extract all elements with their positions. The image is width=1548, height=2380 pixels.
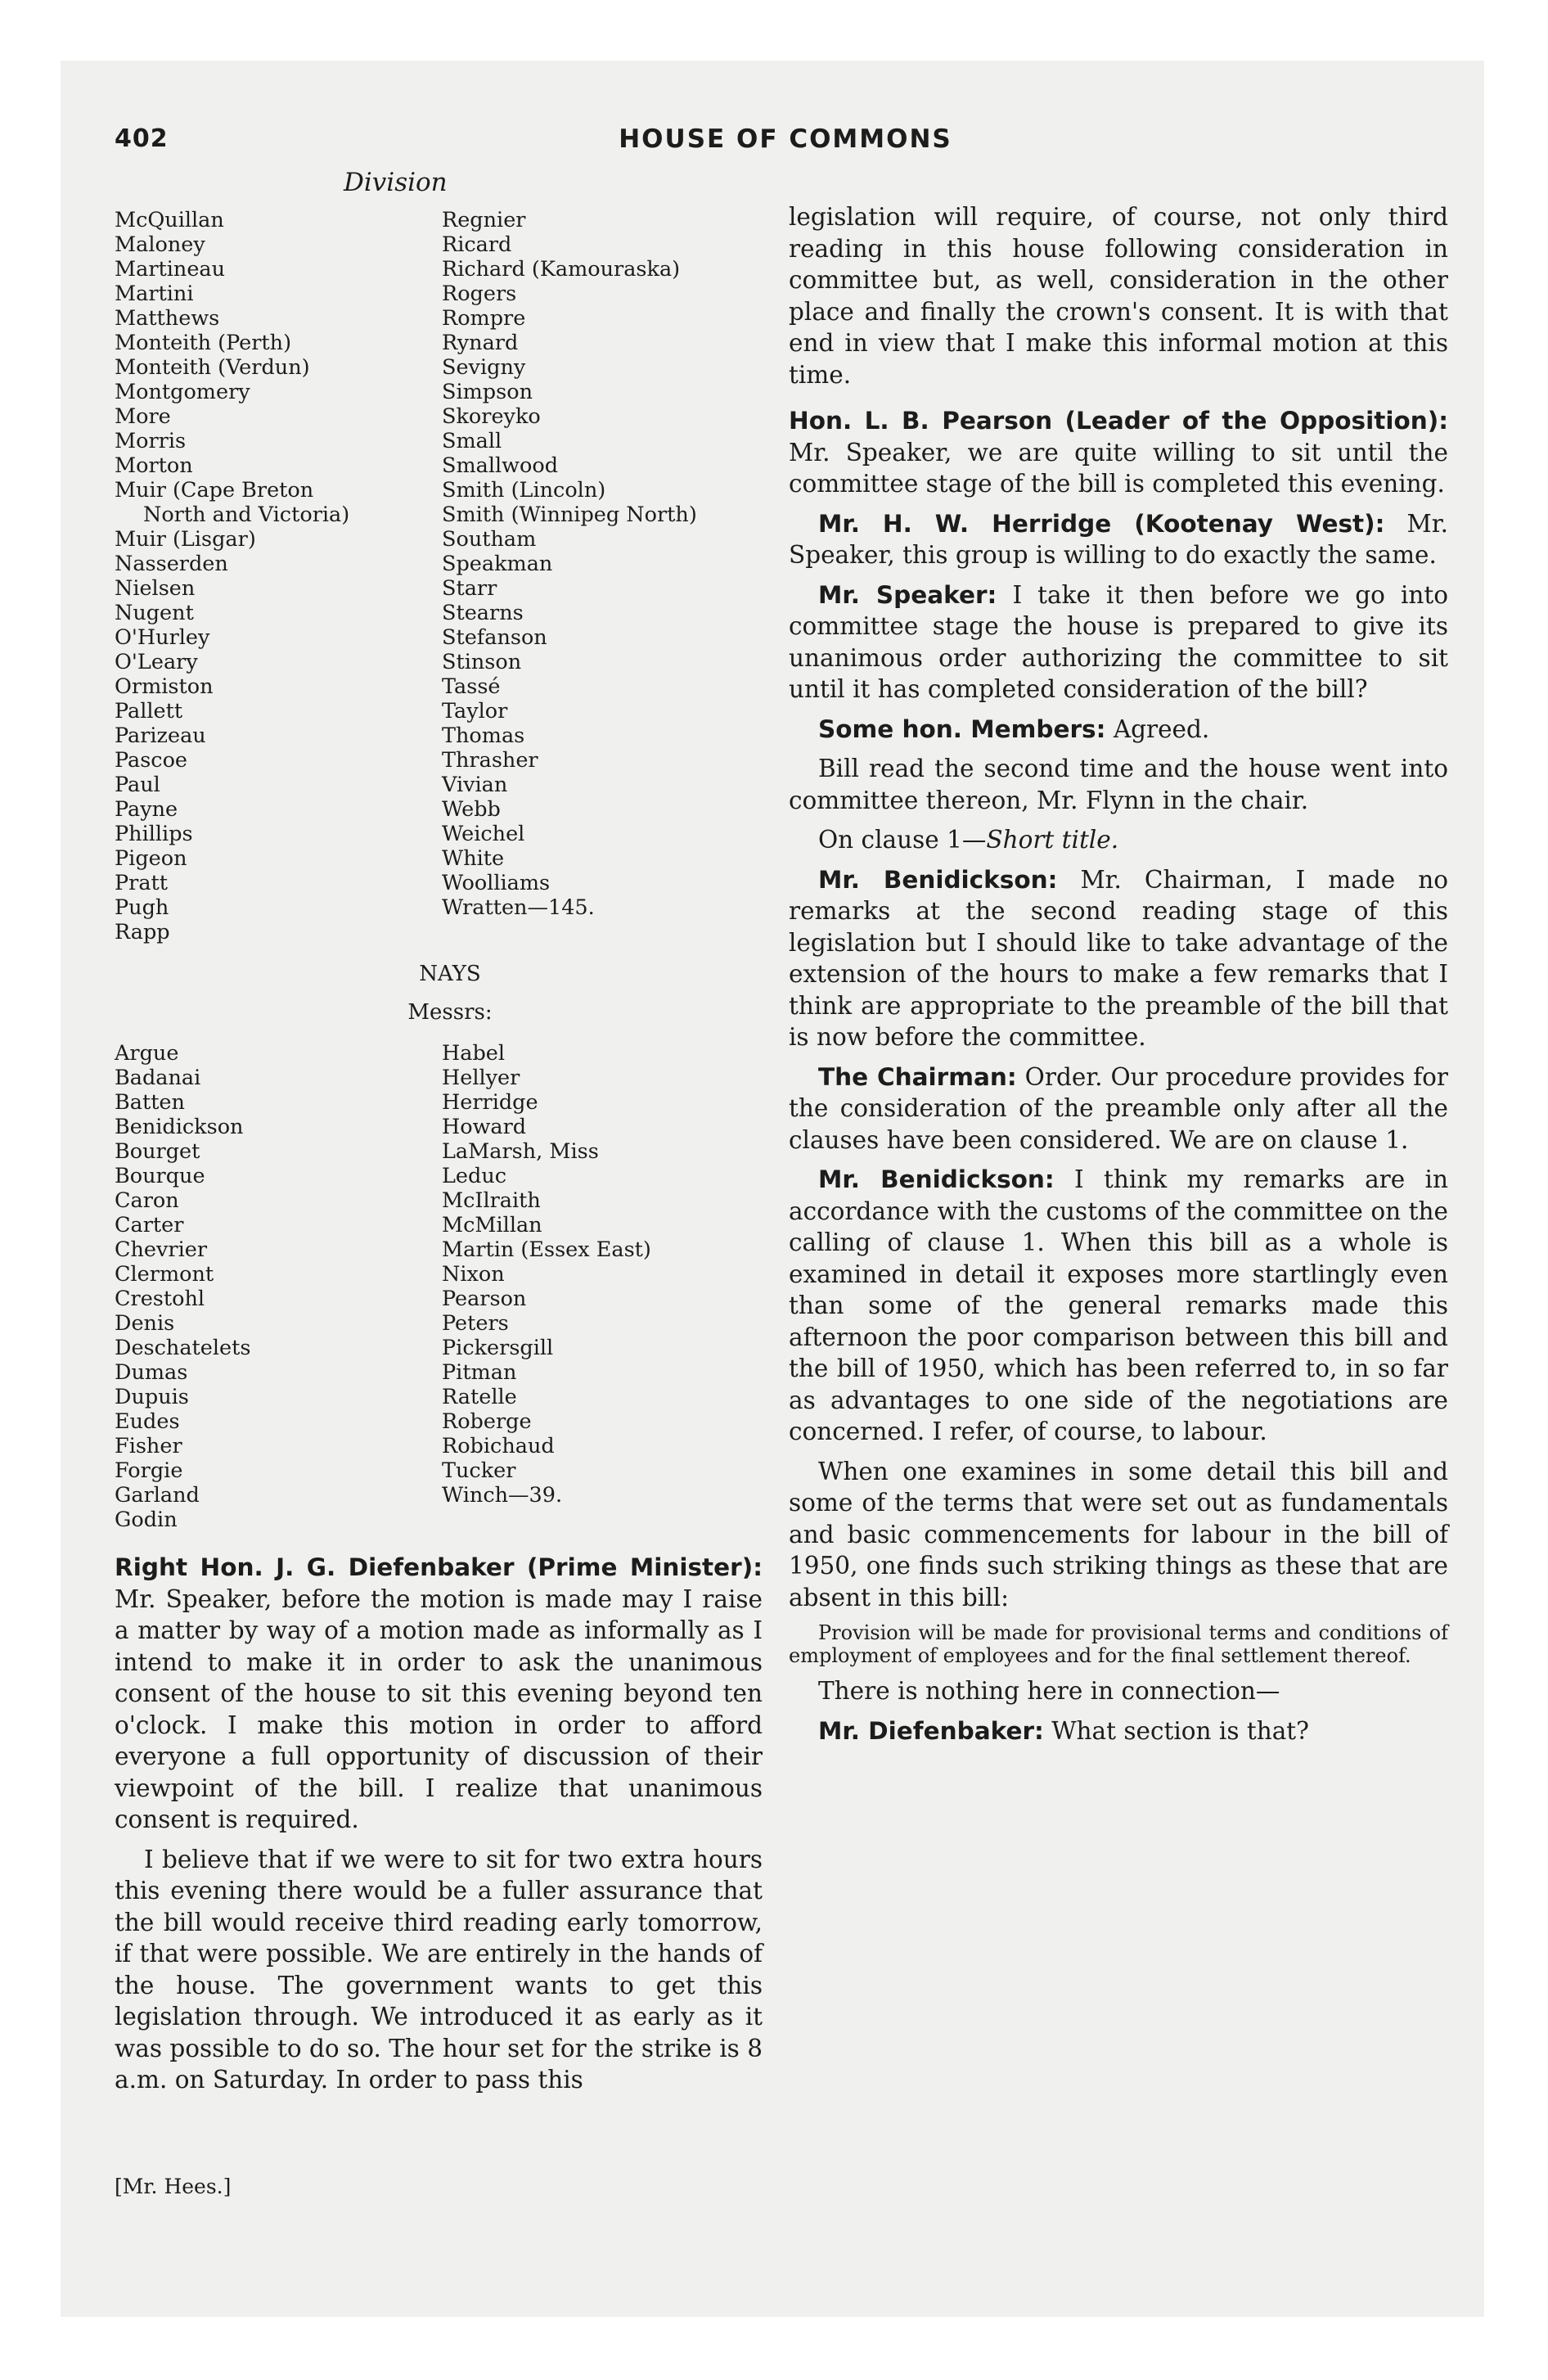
member-name: Pascoe	[115, 748, 188, 773]
member-name: Stefanson	[442, 625, 547, 650]
member-name: Dumas	[115, 1360, 188, 1385]
speaker-name: Mr. Diefenbaker:	[818, 1716, 1044, 1745]
member-name: Batten	[115, 1090, 185, 1115]
paragraph	[789, 753, 1448, 816]
member-name: Deschatelets	[115, 1336, 251, 1360]
running-header	[115, 124, 1456, 164]
member-name: Winch—39.	[442, 1483, 563, 1508]
member-name: Matthews	[115, 306, 220, 331]
paragraph	[789, 1062, 1448, 1156]
member-name: Crestohl	[115, 1287, 205, 1311]
paragraph-text: There is nothing here in connection—	[818, 1677, 1280, 1705]
member-name: North and Victoria)	[143, 503, 350, 527]
paragraph-text: Agreed.	[1113, 714, 1210, 743]
speaker-name: Mr. Benidickson:	[818, 865, 1058, 894]
paragraph-text: I believe that if we were to sit for two extra hours this evening there would be a fuller assurance that the bill would receive third reading early tomorrow, if that were possible. We are entirely in the hands of the house. The government wants to get this legislation through. We introduced it as early as it was possible to do so. The hour set for the strike is 8 a.m. on Saturday. In order to pass this	[115, 1845, 763, 2094]
member-name: Forgie	[115, 1458, 183, 1483]
member-name: Monteith (Perth)	[115, 331, 292, 355]
member-name: Thomas	[442, 723, 525, 748]
member-name: Monteith (Verdun)	[115, 355, 310, 380]
paragraph	[789, 201, 1448, 390]
member-name: Martineau	[115, 257, 226, 282]
member-name: Payne	[115, 797, 178, 822]
paragraph	[789, 714, 1448, 746]
clause-prefix: On clause 1—	[818, 826, 987, 854]
paragraph	[789, 579, 1448, 705]
member-name: Bourque	[115, 1164, 205, 1188]
member-name: Pitman	[442, 1360, 517, 1385]
member-name: Morton	[115, 453, 193, 478]
member-name: Benidickson	[115, 1115, 244, 1139]
member-name: Taylor	[442, 699, 508, 723]
member-name: Sevigny	[442, 355, 526, 380]
right-column-prose	[789, 201, 1448, 1755]
paragraph-text: Mr. Speaker, we are quite willing to sit until the committee stage of the bill is completed this evening.	[789, 438, 1448, 498]
speaker-name: Mr. Speaker:	[818, 580, 997, 609]
member-name: Parizeau	[115, 723, 206, 748]
speaker-name: Mr. Benidickson:	[818, 1165, 1055, 1193]
speaker-name: Right Hon. J. G. Diefenbaker (Prime Minister):	[115, 1553, 763, 1581]
speaker-name: The Chairman:	[818, 1062, 1017, 1091]
member-name: Carter	[115, 1213, 184, 1237]
paragraph-text: Order. Our procedure provides for the consideration of the preamble only after all the clauses have been considered. We are on clause 1.	[789, 1062, 1448, 1154]
member-name: Morris	[115, 429, 187, 453]
member-name: More	[115, 404, 171, 429]
member-name: O'Hurley	[115, 625, 210, 650]
paragraph-text: I take it then before we go into committee stage the house is prepared to give its unanimous order authorizing the committee to sit until it has completed consideration of the bill?	[789, 580, 1449, 703]
member-name: Smith (Lincoln)	[442, 478, 606, 503]
member-name: Tassé	[442, 674, 501, 699]
yeas-left-column	[115, 208, 349, 944]
member-name: Tucker	[442, 1458, 516, 1483]
member-name: Habel	[442, 1041, 506, 1066]
paragraph-text: I think my remarks are in accordance with the customs of the committee on the calling of clause 1. When this bill as a whole is examined in detail it exposes more startlingly even than some of the general remarks made this afternoon the poor comparison between this bill and the bill of 1950, which has been referred to, in so far as advantages to one side of the negotiations are concerned. I refer, of course, to labour.	[789, 1165, 1448, 1445]
page-heading: HOUSE OF COMMONS	[619, 124, 952, 154]
member-name: Pratt	[115, 871, 169, 895]
member-name: Peters	[442, 1311, 509, 1336]
member-name: Richard (Kamouraska)	[442, 257, 681, 282]
member-name: Muir (Cape Breton	[115, 478, 314, 503]
paragraph	[115, 1844, 763, 2096]
member-name: Eudes	[115, 1409, 180, 1434]
member-name: Hellyer	[442, 1066, 520, 1090]
nays-left-column	[115, 1041, 250, 1532]
member-name: Pigeon	[115, 846, 187, 871]
paragraph	[789, 1675, 1448, 1707]
paragraph-text: What section is that?	[1051, 1716, 1309, 1745]
member-name: Small	[442, 429, 502, 453]
member-name: Maloney	[115, 232, 205, 257]
member-name: Vivian	[442, 773, 508, 797]
member-name: Ratelle	[442, 1385, 517, 1409]
member-name: Clermont	[115, 1262, 214, 1287]
member-name: Argue	[115, 1041, 179, 1066]
member-name: Simpson	[442, 380, 533, 404]
member-name: Ormiston	[115, 674, 214, 699]
member-name: Garland	[115, 1483, 200, 1508]
member-name: McQuillan	[115, 208, 224, 232]
member-name: Howard	[442, 1115, 527, 1139]
paragraph	[789, 824, 1448, 856]
member-name: Nixon	[442, 1262, 505, 1287]
yeas-right-column	[442, 208, 697, 920]
paragraph	[789, 1164, 1448, 1448]
member-name: Montgomery	[115, 380, 250, 404]
clause-title: Short title.	[986, 826, 1119, 854]
member-name: Badanai	[115, 1066, 201, 1090]
member-name: Pugh	[115, 895, 169, 920]
speaker-name: Some hon. Members:	[818, 714, 1106, 743]
member-name: Phillips	[115, 822, 193, 846]
member-name: Fisher	[115, 1434, 182, 1458]
member-name: Rapp	[115, 920, 170, 944]
member-name: Wratten—145.	[442, 895, 595, 920]
member-name: Smallwood	[442, 453, 559, 478]
member-name: Martini	[115, 282, 194, 306]
member-name: Speakman	[442, 552, 553, 576]
member-name: Leduc	[442, 1164, 507, 1188]
paragraph-text: legislation will require, of course, not only third reading in this house following consideration in committee but, as well, consideration in the other place and finally the crown's consent. It is with that end in view that I make this informal motion at this time.	[789, 203, 1448, 389]
member-name: Rogers	[442, 282, 517, 306]
member-name: Rompre	[442, 306, 526, 331]
paragraph-text: Mr. Chairman, I made no remarks at the second reading stage of this legislation but I should like to take advantage of the extension of the hours to make a few remarks that I think are appropriate to the preamble of the bill that is now before the committee.	[789, 865, 1448, 1051]
block-quote: Provision will be made for provisional terms and conditions of employment of employees and for the final settlement thereof.	[789, 1621, 1448, 1667]
footer-note: [Mr. Hees.]	[115, 2175, 232, 2198]
paragraph	[115, 1552, 763, 1836]
member-name: Denis	[115, 1311, 175, 1336]
paragraph	[789, 508, 1448, 571]
member-name: Southam	[442, 527, 537, 552]
member-name: Ricard	[442, 232, 512, 257]
member-name: Dupuis	[115, 1385, 189, 1409]
member-name: Thrasher	[442, 748, 538, 773]
member-name: Pallett	[115, 699, 183, 723]
left-column-prose	[115, 1552, 763, 2104]
paragraph	[789, 1715, 1448, 1747]
member-name: Muir (Lisgar)	[115, 527, 256, 552]
member-name: Martin (Essex East)	[442, 1237, 651, 1262]
nays-subheading: Messrs:	[407, 1000, 493, 1025]
member-name: Skoreyko	[442, 404, 541, 429]
paragraph	[789, 405, 1448, 500]
member-name: Woolliams	[442, 871, 551, 895]
paragraph-text: Mr. Speaker, this group is willing to do exactly the same.	[789, 509, 1448, 569]
paragraph	[789, 1456, 1448, 1614]
member-name: Rynard	[442, 331, 519, 355]
member-name: Stinson	[442, 650, 522, 674]
member-name: Nielsen	[115, 576, 196, 601]
paragraph-text: Mr. Speaker, before the motion is made may I raise a matter by way of a motion made as informally as I intend to make it in order to ask the unanimous consent of the house to sit this evening beyond ten o'clock. I make this motion in order to afford everyone a full opportunity of discussion of their viewpoint of the bill. I realize that unanimous consent is required.	[115, 1584, 763, 1833]
member-name: Roberge	[442, 1409, 532, 1434]
member-name: Smith (Winnipeg North)	[442, 503, 697, 527]
member-name: White	[442, 846, 505, 871]
member-name: Pearson	[442, 1287, 527, 1311]
division-heading: Division	[344, 168, 448, 197]
member-name: Starr	[442, 576, 497, 601]
paragraph	[789, 864, 1448, 1053]
member-name: Stearns	[442, 601, 524, 625]
member-name: Chevrier	[115, 1237, 208, 1262]
member-name: Regnier	[442, 208, 526, 232]
member-name: Pickersgill	[442, 1336, 554, 1360]
member-name: Paul	[115, 773, 160, 797]
member-name: Weichel	[442, 822, 525, 846]
member-name: McMillan	[442, 1213, 542, 1237]
nays-right-column	[442, 1041, 651, 1508]
member-name: Webb	[442, 797, 501, 822]
page-number: 402	[115, 124, 169, 153]
nays-heading: NAYS	[419, 962, 481, 986]
member-name: Godin	[115, 1508, 178, 1532]
member-name: Nasserden	[115, 552, 228, 576]
member-name: O'Leary	[115, 650, 198, 674]
paragraph-text: Bill read the second time and the house went into committee thereon, Mr. Flynn in the chair.	[789, 755, 1448, 814]
member-name: Herridge	[442, 1090, 538, 1115]
paragraph-text: When one examines in some detail this bill and some of the terms that were set out as fundamentals and basic commencements for labour in the bill of 1950, one finds such striking things as these that are absent in this bill:	[789, 1457, 1448, 1611]
member-name: Caron	[115, 1188, 179, 1213]
member-name: Robichaud	[442, 1434, 555, 1458]
member-name: Bourget	[115, 1139, 200, 1164]
speaker-name: Hon. L. B. Pearson (Leader of the Opposition):	[789, 407, 1448, 435]
speaker-name: Mr. H. W. Herridge (Kootenay West):	[818, 509, 1385, 538]
member-name: McIlraith	[442, 1188, 541, 1213]
member-name: LaMarsh, Miss	[442, 1139, 599, 1164]
member-name: Nugent	[115, 601, 194, 625]
